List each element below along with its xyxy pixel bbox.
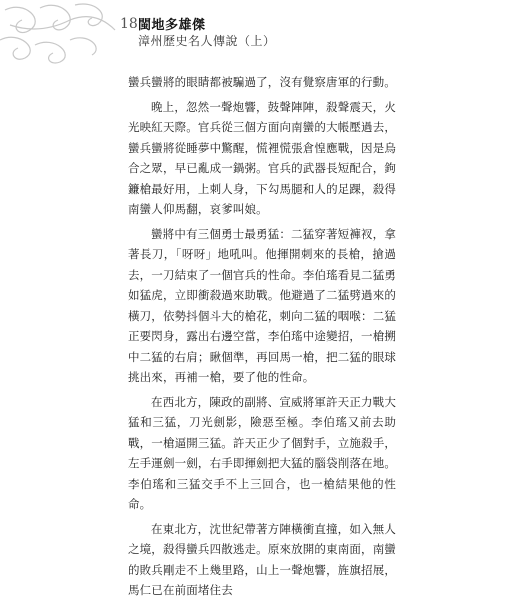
paragraph: 蠻將中有三個勇士最勇猛：二猛穿著短褲衩，拿著長刀，「呀呀」地吼叫。他揮開刺來的長槍，搶過去，一刀結束了一個官兵的性命。李伯瑤看見二猛勇如猛虎，立即衝殺過來助戰。他避過了二猛劈過來的橫刀，依勢抖個斗大的槍花，刺向二猛的咽喉：二猛正要閃身，露出右邊空當，李伯瑤中途變招，一槍搠中二猛的右肩；瞅個準，再回馬一槍，把二猛的眼球挑出來，再補一槍，要了他的性命。 <box>128 226 396 384</box>
paragraph: 晚上，忽然一聲炮響，鼓聲陣陣，殺聲震天，火光映紅天際。官兵從三個方面向南蠻的大帳壓過去，蠻兵蠻將從睡夢中驚醒，慌裡慌張倉惶應戰，因是烏合之眾，早已亂成一鍋粥。官兵的武器長短配合，鉤鐮槍最好用，上刺人身，下勾馬腿和人的足踝，殺得南蠻人仰馬翻，哀爹叫娘。 <box>128 99 396 216</box>
book-title: 閩地多雄傑 <box>138 18 206 33</box>
paragraph: 在東北方，沈世紀帶著方陣橫衝直撞，如入無人之境，殺得蠻兵四散逃走。原來放開的東南面，南蠻的敗兵剛走不上幾里路，山上一聲炮響，旌旗招展，馬仁已在前面堵住去 <box>128 521 396 597</box>
paragraph: 蠻兵蠻將的眼睛都被騙過了，沒有覺察唐軍的行動。 <box>128 75 396 89</box>
body-text <box>128 72 396 605</box>
book-subtitle: 漳州歷史名人傳說（上） <box>138 34 276 49</box>
running-header <box>138 18 276 49</box>
paragraph: 在西北方，陳政的副將、宣威將軍許天正力戰大猛和三猛，刀光劍影，險惡至極。李伯瑤又前去助戰，一槍逼開三猛。許天正少了個對手，立施殺手，左手運劍一劍，右手即揮劍把大猛的腦袋削落在地。李伯瑤和三猛交手不上三回合，也一槍結果他的性命。 <box>128 394 396 511</box>
page-number: 18 <box>120 16 138 32</box>
corner-ornament <box>0 0 130 70</box>
